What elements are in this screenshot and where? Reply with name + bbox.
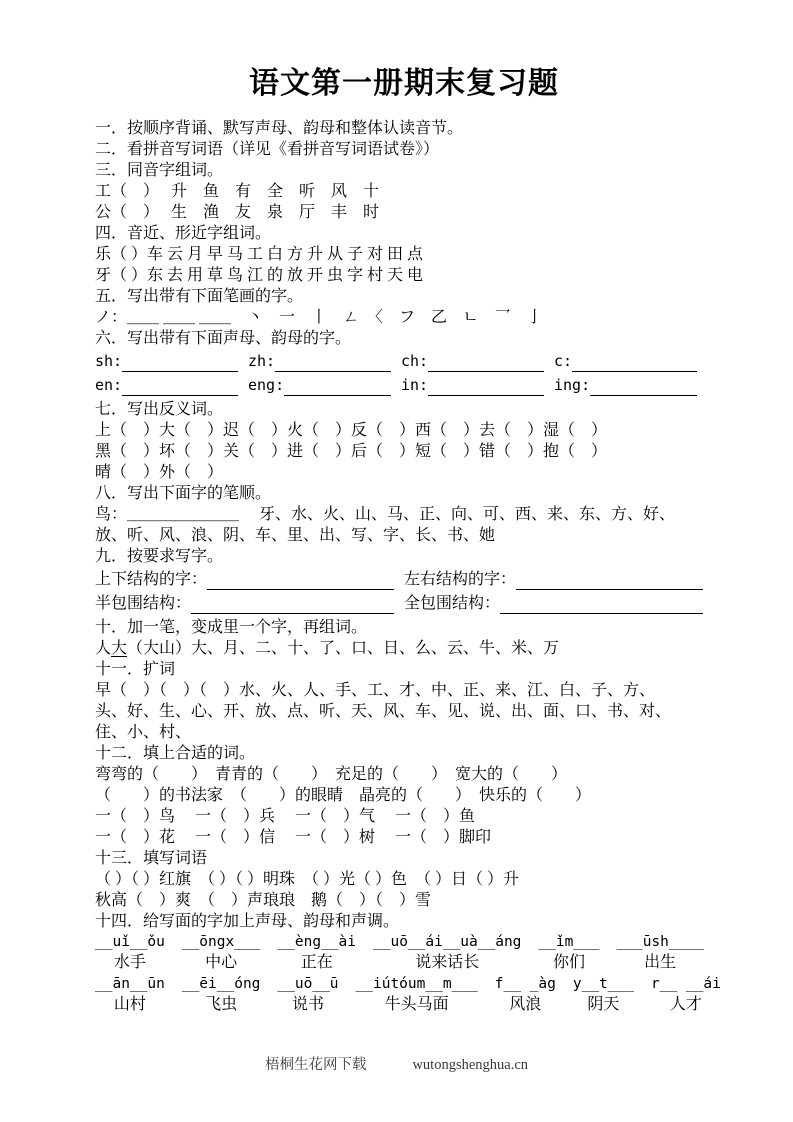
hanzi-word: 说书: [291, 996, 324, 1013]
document-body: [95, 118, 721, 1015]
pinyin-hanzi-group: [373, 933, 521, 973]
answer-blank-line: [191, 599, 394, 614]
text-line: 十四．给写面的字加上声母、韵母和声调。: [95, 913, 400, 930]
text-segment: （大山）大、月、二、十、了、口、日、么、云、牛、米、万: [127, 640, 560, 657]
fill-blank-row: [95, 593, 713, 614]
text-line: 四．音近、形近字组词。: [95, 225, 272, 242]
text-line: 五．写出带有下面笔画的字。: [95, 288, 304, 305]
pinyin-blank: __ǐm___: [538, 934, 600, 950]
page-title: 语文第一册期末复习题: [249, 67, 559, 100]
text-line: 鸟：＿＿＿＿＿＿＿ 牙、水、火、山、马、正、向、可、西、来、东、方、好、: [95, 506, 676, 523]
hanzi-word: 阴天: [587, 996, 620, 1013]
fill-blank-item: [554, 375, 707, 396]
fill-blank-item: [95, 569, 404, 590]
text-line: 十三．填写词语: [95, 850, 208, 867]
text-line: 秋高（ ）爽 （ ）声琅琅 鹅（ ）（ ）雪: [95, 892, 432, 909]
hanzi-word: 正在: [300, 954, 333, 971]
answer-blank-line: [572, 357, 697, 372]
text-line: 放、听、风、浪、阴、车、里、出、写、字、长、书、她: [95, 527, 496, 544]
text-line: 一．按顺序背诵、默写声母、韵母和整体认读音节。: [95, 120, 464, 137]
pinyin-blank: ___ūsh____: [616, 934, 704, 950]
hanzi-word: 飞虫: [205, 996, 238, 1013]
pinyin-blank: __iútóum__m___: [355, 976, 478, 992]
fill-blank-item: [404, 593, 713, 614]
answer-blank-line: [122, 357, 238, 372]
pinyin-blank: __ān__ūn: [95, 976, 165, 992]
page-footer: [0, 1053, 793, 1074]
text-line: 八．写出下面字的笔顺。: [95, 485, 272, 502]
fill-blank-row: [95, 569, 713, 590]
blank-label: 上下结构的字：: [95, 571, 208, 588]
footer-site-url: wutongshenghua.cn: [412, 1057, 529, 1073]
fill-blank-item: [95, 593, 404, 614]
blank-label: c:: [554, 352, 573, 370]
text-line: 黑（ ）坏（ ）关（ ）进（ ）后（ ）短（ ）错（ ）抱（ ）: [95, 443, 608, 460]
pinyin-hanzi-group: [277, 933, 356, 973]
answer-blank-line: [207, 575, 394, 590]
text-line: 一（ ）花 一（ ）信 一（ ）树 一（ ）脚印: [95, 829, 492, 846]
text-line: （ ）（ ）红旗 （ ）（ ）明珠 （ ）光（ ）色 （ ）日（ ）升: [95, 871, 520, 888]
text-line: 乐（ ）车 云 月 早 马 工 白 方 升 从 子 对 田 点: [95, 246, 424, 263]
blank-label: 左右结构的字：: [404, 571, 517, 588]
pinyin-hanzi-group: [538, 933, 599, 973]
text-line: 牙（ ）东 去 用 草 鸟 江 的 放 开 虫 字 村 天 电: [95, 267, 424, 284]
text-line: 七．写出反义词。: [95, 401, 224, 418]
hanzi-word: 风浪: [509, 996, 542, 1013]
pinyin-hanzi-group: [277, 975, 338, 1015]
pinyin-hanzi-group: [182, 933, 261, 973]
hanzi-word: 你们: [552, 954, 585, 971]
blank-label: sh:: [95, 352, 123, 370]
fill-blank-item: [401, 375, 554, 396]
text-line: 二．看拼音写词语（详见《看拼音写词语试卷》）: [95, 141, 440, 158]
text-line: 公（ ） 生 渔 友 泉 厅 丰 时: [95, 204, 380, 221]
answer-blank-line: [428, 357, 544, 372]
text-line: 九．按要求写字。: [95, 548, 224, 565]
fill-blank-row: [95, 351, 713, 372]
text-line: 晴（ ）外（ ）: [95, 464, 224, 481]
footer-site-name: 梧桐生花网下载: [264, 1057, 367, 1073]
pinyin-blank: __ōngx___: [181, 934, 261, 950]
pinyin-hanzi-row: [95, 933, 713, 973]
hanzi-word: 出生: [644, 954, 677, 971]
answer-blank-line: [428, 381, 544, 396]
fill-blank-item: [95, 351, 248, 372]
pinyin-hanzi-group: [495, 975, 556, 1015]
text-line: 六．写出带有下面声母、韵母的字。: [95, 330, 352, 347]
blank-label: en:: [95, 376, 123, 394]
pinyin-blank: __uō__ū: [277, 976, 339, 992]
hanzi-word: 中心: [205, 954, 238, 971]
hanzi-word: 牛头马面: [384, 996, 449, 1013]
blank-label: zh:: [248, 352, 276, 370]
pinyin-hanzi-group: [182, 975, 261, 1015]
text-line: 十二．填上合适的词。: [95, 745, 256, 762]
text-line: 上（ ）大（ ）迟（ ）火（ ）反（ ）西（ ）去（ ）湿（ ）: [95, 422, 608, 439]
blank-label: 全包围结构：: [404, 595, 501, 612]
hanzi-word: 山村: [113, 996, 146, 1013]
fill-blank-item: [248, 375, 401, 396]
pinyin-blank: __uǐ__ǒu: [95, 934, 165, 950]
pinyin-blank: __èng__ài: [277, 934, 356, 950]
text-line: 弯弯的（ ） 青青的（ ） 充足的（ ） 宽大的（ ）: [95, 766, 568, 783]
blank-label: ch:: [401, 352, 429, 370]
fill-blank-item: [248, 351, 401, 372]
text-line: 头、好、生、心、开、放、点、听、天、风、车、见、说、出、面、口、书、对、: [95, 703, 672, 720]
text-line: 工（ ） 升 鱼 有 全 听 风 十: [95, 183, 380, 200]
answer-blank-line: [275, 357, 391, 372]
blank-label: eng:: [248, 376, 285, 394]
pinyin-hanzi-group: [573, 975, 634, 1015]
answer-blank-line: [500, 599, 703, 614]
fill-blank-item: [95, 375, 248, 396]
fill-blank-item: [401, 351, 554, 372]
hanzi-word: 说来话长: [415, 954, 480, 971]
text-line-with-underline: [95, 638, 713, 659]
fill-blank-row: [95, 375, 713, 396]
text-line: 三．同音字组词。: [95, 162, 224, 179]
blank-label: ing:: [554, 376, 591, 394]
answer-blank-line: [590, 381, 697, 396]
pinyin-hanzi-group: [651, 975, 721, 1015]
pinyin-blank: f__ _àg: [494, 976, 556, 992]
text-line: 十一．扩词: [95, 661, 176, 678]
pinyin-hanzi-group: [617, 933, 704, 973]
underlined-char: 大: [111, 640, 128, 657]
answer-blank-line: [122, 381, 238, 396]
pinyin-hanzi-group: [95, 933, 165, 973]
pinyin-hanzi-group: [95, 975, 165, 1015]
fill-blank-item: [554, 351, 707, 372]
hanzi-word: 人才: [669, 996, 702, 1013]
fill-blank-item: [404, 569, 713, 590]
pinyin-blank: __uō__ái__uà__áng: [373, 934, 522, 950]
text-line: ノ：＿＿ ＿＿ ＿＿ 丶 一 丨 ㄥ 〈 フ 乙 ㄴ 乛 亅: [95, 309, 543, 326]
pinyin-blank: y__t___: [572, 976, 634, 992]
text-line: 住、小、村、: [95, 724, 192, 741]
text-line: （ ）的书法家 （ ）的眼睛 晶亮的（ ） 快乐的（ ）: [95, 787, 592, 804]
text-line: 早（ ）（ ）（ ）水、火、人、手、工、才、中、正、来、江、白、子、方、: [95, 682, 656, 699]
answer-blank-line: [284, 381, 391, 396]
pinyin-hanzi-group: [356, 975, 478, 1015]
text-line: 十．加一笔，变成里一个字，再组词。: [95, 619, 368, 636]
pinyin-blank: r__ __ái: [650, 976, 721, 992]
answer-blank-line: [516, 575, 703, 590]
text-line: 一（ ）鸟 一（ ）兵 一（ ）气 一（ ）鱼: [95, 808, 476, 825]
pinyin-blank: __ēi__óng: [181, 976, 261, 992]
pinyin-hanzi-row: [95, 975, 721, 1015]
blank-label: in:: [401, 376, 429, 394]
hanzi-word: 水手: [113, 954, 146, 971]
blank-label: 半包围结构：: [95, 595, 192, 612]
text-segment: 人: [95, 640, 112, 657]
